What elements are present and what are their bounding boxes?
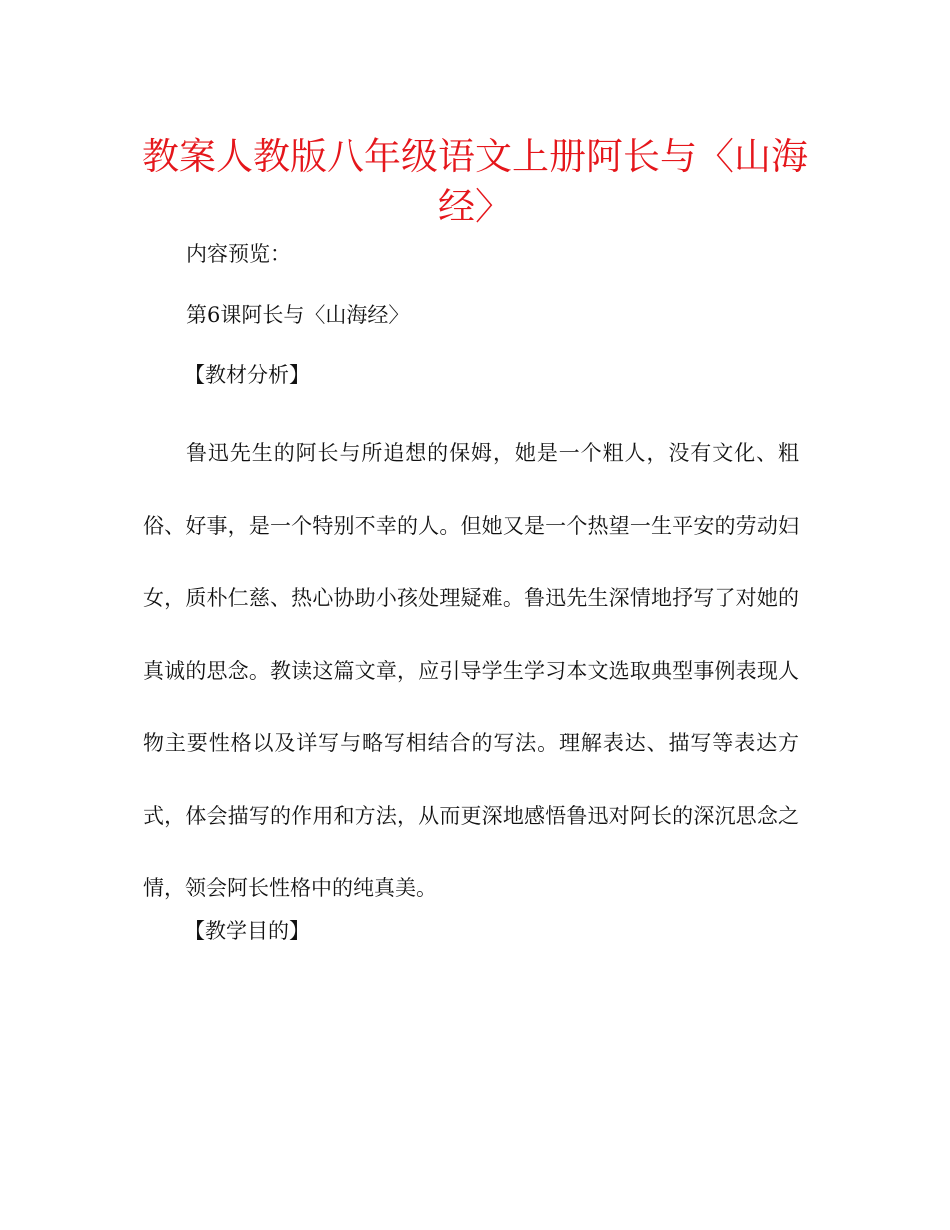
section-heading-objectives: 【教学目的】 — [184, 919, 310, 943]
document-title: 教案人教版八年级语文上册阿长与〈山海经〉 — [142, 135, 808, 228]
lesson-heading: 第6课阿长与〈山海经〉 — [186, 303, 410, 327]
section-heading-analysis: 【教材分析】 — [184, 363, 310, 387]
preview-label: 内容预览： — [186, 242, 291, 266]
analysis-paragraph: 鲁迅先生的阿长与所追想的保姆，她是一个粗人，没有文化、粗俗、好事，是一个特别不幸的人。但她又是一个热望一生平安的劳动妇女，质朴仁慈、热心协助小孩处理疑难。鲁迅先生深情地抒写了对她的真诚的思念。教读这篇文章，应引导学生学习本文选取典型事例表现人物主要性格以及详写与略写相结合的写法。理解表达、描写等表达方式，体会描写的作用和方法，从而更深地感悟鲁迅对阿长的深沉思念之情，领会阿长性格中的纯真美。 — [143, 441, 799, 900]
